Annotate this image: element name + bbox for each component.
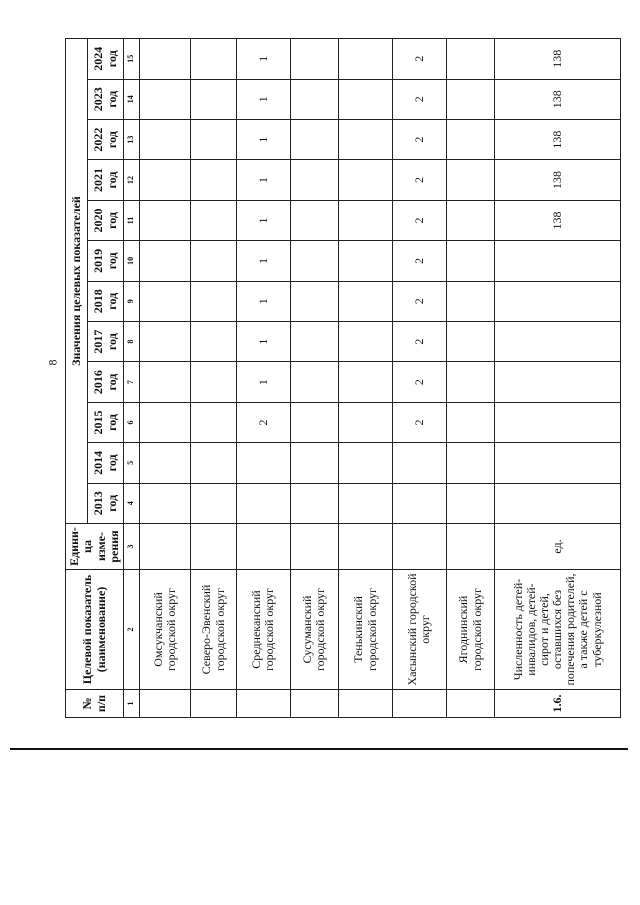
- page-number: 8: [45, 359, 60, 366]
- value-cell: [290, 79, 338, 119]
- table-row: [339, 39, 393, 718]
- value-cell: [446, 402, 494, 442]
- value-cell: [140, 281, 191, 321]
- value-cell: [191, 119, 237, 159]
- value-cell: [446, 281, 494, 321]
- header-year: 2017 год: [88, 321, 124, 361]
- column-index: 2: [124, 570, 140, 690]
- row-name: Ягоднинский городской округ: [446, 570, 494, 690]
- value-cell: [446, 79, 494, 119]
- row-number: [290, 690, 338, 718]
- value-cell: [140, 119, 191, 159]
- value-cell: [191, 281, 237, 321]
- value-cell: [446, 321, 494, 361]
- row-number: [191, 690, 237, 718]
- value-cell: [495, 281, 621, 321]
- row-unit: [290, 524, 338, 570]
- value-cell: [191, 321, 237, 361]
- value-cell: [339, 281, 393, 321]
- value-cell: [339, 241, 393, 281]
- header-year: 2013 год: [88, 483, 124, 523]
- header-unit: Едини-ца изме-рения: [66, 524, 124, 570]
- value-cell: 2: [393, 39, 447, 80]
- value-cell: 1: [236, 160, 290, 200]
- row-name: Хасынский городской округ: [393, 570, 447, 690]
- column-index: 10: [124, 241, 140, 281]
- value-cell: [339, 160, 393, 200]
- value-cell: 1: [236, 281, 290, 321]
- column-index: 15: [124, 39, 140, 80]
- value-cell: [290, 483, 338, 523]
- value-cell: [290, 119, 338, 159]
- value-cell: [339, 39, 393, 80]
- row-number: [140, 690, 191, 718]
- header-year: 2022 год: [88, 119, 124, 159]
- value-cell: [339, 402, 393, 442]
- column-index: 6: [124, 402, 140, 442]
- value-cell: [290, 160, 338, 200]
- value-cell: 1: [236, 39, 290, 80]
- value-cell: [290, 402, 338, 442]
- value-cell: [140, 321, 191, 361]
- row-number: [446, 690, 494, 718]
- value-cell: [446, 241, 494, 281]
- value-cell: 1: [236, 241, 290, 281]
- header-year: 2016 год: [88, 362, 124, 402]
- row-name: Сусуманский городской округ: [290, 570, 338, 690]
- value-cell: [191, 402, 237, 442]
- value-cell: 2: [393, 241, 447, 281]
- value-cell: [339, 443, 393, 483]
- column-index: 5: [124, 443, 140, 483]
- table-row: [236, 39, 290, 718]
- value-cell: [191, 160, 237, 200]
- value-cell: [140, 200, 191, 240]
- value-cell: [191, 241, 237, 281]
- value-cell: [191, 443, 237, 483]
- row-name: Омсукчанский городской округ: [140, 570, 191, 690]
- column-index: 4: [124, 483, 140, 523]
- value-cell: [236, 483, 290, 523]
- value-cell: [140, 79, 191, 119]
- row-number: [393, 690, 447, 718]
- row-unit: [191, 524, 237, 570]
- column-index: 14: [124, 79, 140, 119]
- value-cell: [290, 200, 338, 240]
- value-cell: [191, 200, 237, 240]
- header-num: № п/п: [66, 690, 124, 718]
- value-cell: [236, 443, 290, 483]
- value-cell: [446, 483, 494, 523]
- row-name: Северо-Эвенский городской округ: [191, 570, 237, 690]
- rotated-table-content: [65, 38, 621, 718]
- horizontal-rule: [10, 748, 628, 750]
- value-cell: [339, 79, 393, 119]
- table-row: [495, 39, 621, 718]
- value-cell: [495, 362, 621, 402]
- value-cell: [140, 443, 191, 483]
- value-cell: [495, 483, 621, 523]
- value-cell: 138: [495, 160, 621, 200]
- value-cell: [495, 443, 621, 483]
- column-index: 11: [124, 200, 140, 240]
- value-cell: [290, 443, 338, 483]
- indicators-table: [65, 38, 621, 718]
- column-index: 13: [124, 119, 140, 159]
- value-cell: [339, 362, 393, 402]
- value-cell: [446, 362, 494, 402]
- value-cell: [495, 402, 621, 442]
- header-year: 2021 год: [88, 160, 124, 200]
- value-cell: 2: [236, 402, 290, 442]
- row-unit: [339, 524, 393, 570]
- value-cell: 1: [236, 200, 290, 240]
- value-cell: [290, 39, 338, 80]
- value-cell: [140, 160, 191, 200]
- value-cell: [495, 321, 621, 361]
- header-year: 2020 год: [88, 200, 124, 240]
- header-year: 2014 год: [88, 443, 124, 483]
- row-unit: [393, 524, 447, 570]
- value-cell: [446, 39, 494, 80]
- table-row: [393, 39, 447, 718]
- value-cell: [339, 483, 393, 523]
- value-cell: [191, 362, 237, 402]
- value-cell: 1: [236, 321, 290, 361]
- table-row: [191, 39, 237, 718]
- value-cell: [290, 362, 338, 402]
- value-cell: [290, 241, 338, 281]
- value-cell: [140, 241, 191, 281]
- row-unit: ед.: [495, 524, 621, 570]
- value-cell: [191, 79, 237, 119]
- row-unit: [236, 524, 290, 570]
- value-cell: [191, 483, 237, 523]
- value-cell: [495, 241, 621, 281]
- row-name: Среднеканский городской округ: [236, 570, 290, 690]
- value-cell: [339, 200, 393, 240]
- header-year: 2018 год: [88, 281, 124, 321]
- value-cell: [446, 443, 494, 483]
- row-number: 1.6.: [495, 690, 621, 718]
- header-year: 2015 год: [88, 402, 124, 442]
- column-index: 9: [124, 281, 140, 321]
- header-values-group: Значения целевых показателей: [66, 39, 88, 524]
- column-index: 1: [124, 690, 140, 718]
- row-number: [339, 690, 393, 718]
- value-cell: [446, 200, 494, 240]
- value-cell: [191, 39, 237, 80]
- row-unit: [446, 524, 494, 570]
- value-cell: [140, 39, 191, 80]
- table-row: [446, 39, 494, 718]
- header-year: 2019 год: [88, 241, 124, 281]
- value-cell: 138: [495, 200, 621, 240]
- value-cell: 1: [236, 119, 290, 159]
- value-cell: 1: [236, 362, 290, 402]
- row-name: Численность детей-инвалидов, детей-сирот и детей, оставшихся без попечения родителей, а также детей с туберкулезной: [495, 570, 621, 690]
- column-index: 8: [124, 321, 140, 361]
- header-year: 2023 год: [88, 79, 124, 119]
- value-cell: 2: [393, 119, 447, 159]
- value-cell: 2: [393, 402, 447, 442]
- rotated-table-frame: [65, 38, 640, 713]
- value-cell: [393, 483, 447, 523]
- value-cell: [290, 281, 338, 321]
- value-cell: 2: [393, 79, 447, 119]
- column-index: 12: [124, 160, 140, 200]
- value-cell: 2: [393, 200, 447, 240]
- value-cell: 138: [495, 79, 621, 119]
- row-number: [236, 690, 290, 718]
- value-cell: 2: [393, 160, 447, 200]
- value-cell: 138: [495, 39, 621, 80]
- value-cell: 1: [236, 79, 290, 119]
- header-year: 2024 год: [88, 39, 124, 80]
- value-cell: [339, 321, 393, 361]
- table-row: [290, 39, 338, 718]
- column-index: 3: [124, 524, 140, 570]
- value-cell: [140, 362, 191, 402]
- table-row: [140, 39, 191, 718]
- value-cell: 2: [393, 362, 447, 402]
- row-unit: [140, 524, 191, 570]
- value-cell: [140, 483, 191, 523]
- value-cell: 2: [393, 281, 447, 321]
- column-index: 7: [124, 362, 140, 402]
- value-cell: [290, 321, 338, 361]
- value-cell: [446, 160, 494, 200]
- value-cell: 138: [495, 119, 621, 159]
- value-cell: [339, 119, 393, 159]
- value-cell: [393, 443, 447, 483]
- value-cell: [140, 402, 191, 442]
- row-name: Тенькинский городской округ: [339, 570, 393, 690]
- header-indicator: Целевой показатель (наименование): [66, 570, 124, 690]
- value-cell: 2: [393, 321, 447, 361]
- value-cell: [446, 119, 494, 159]
